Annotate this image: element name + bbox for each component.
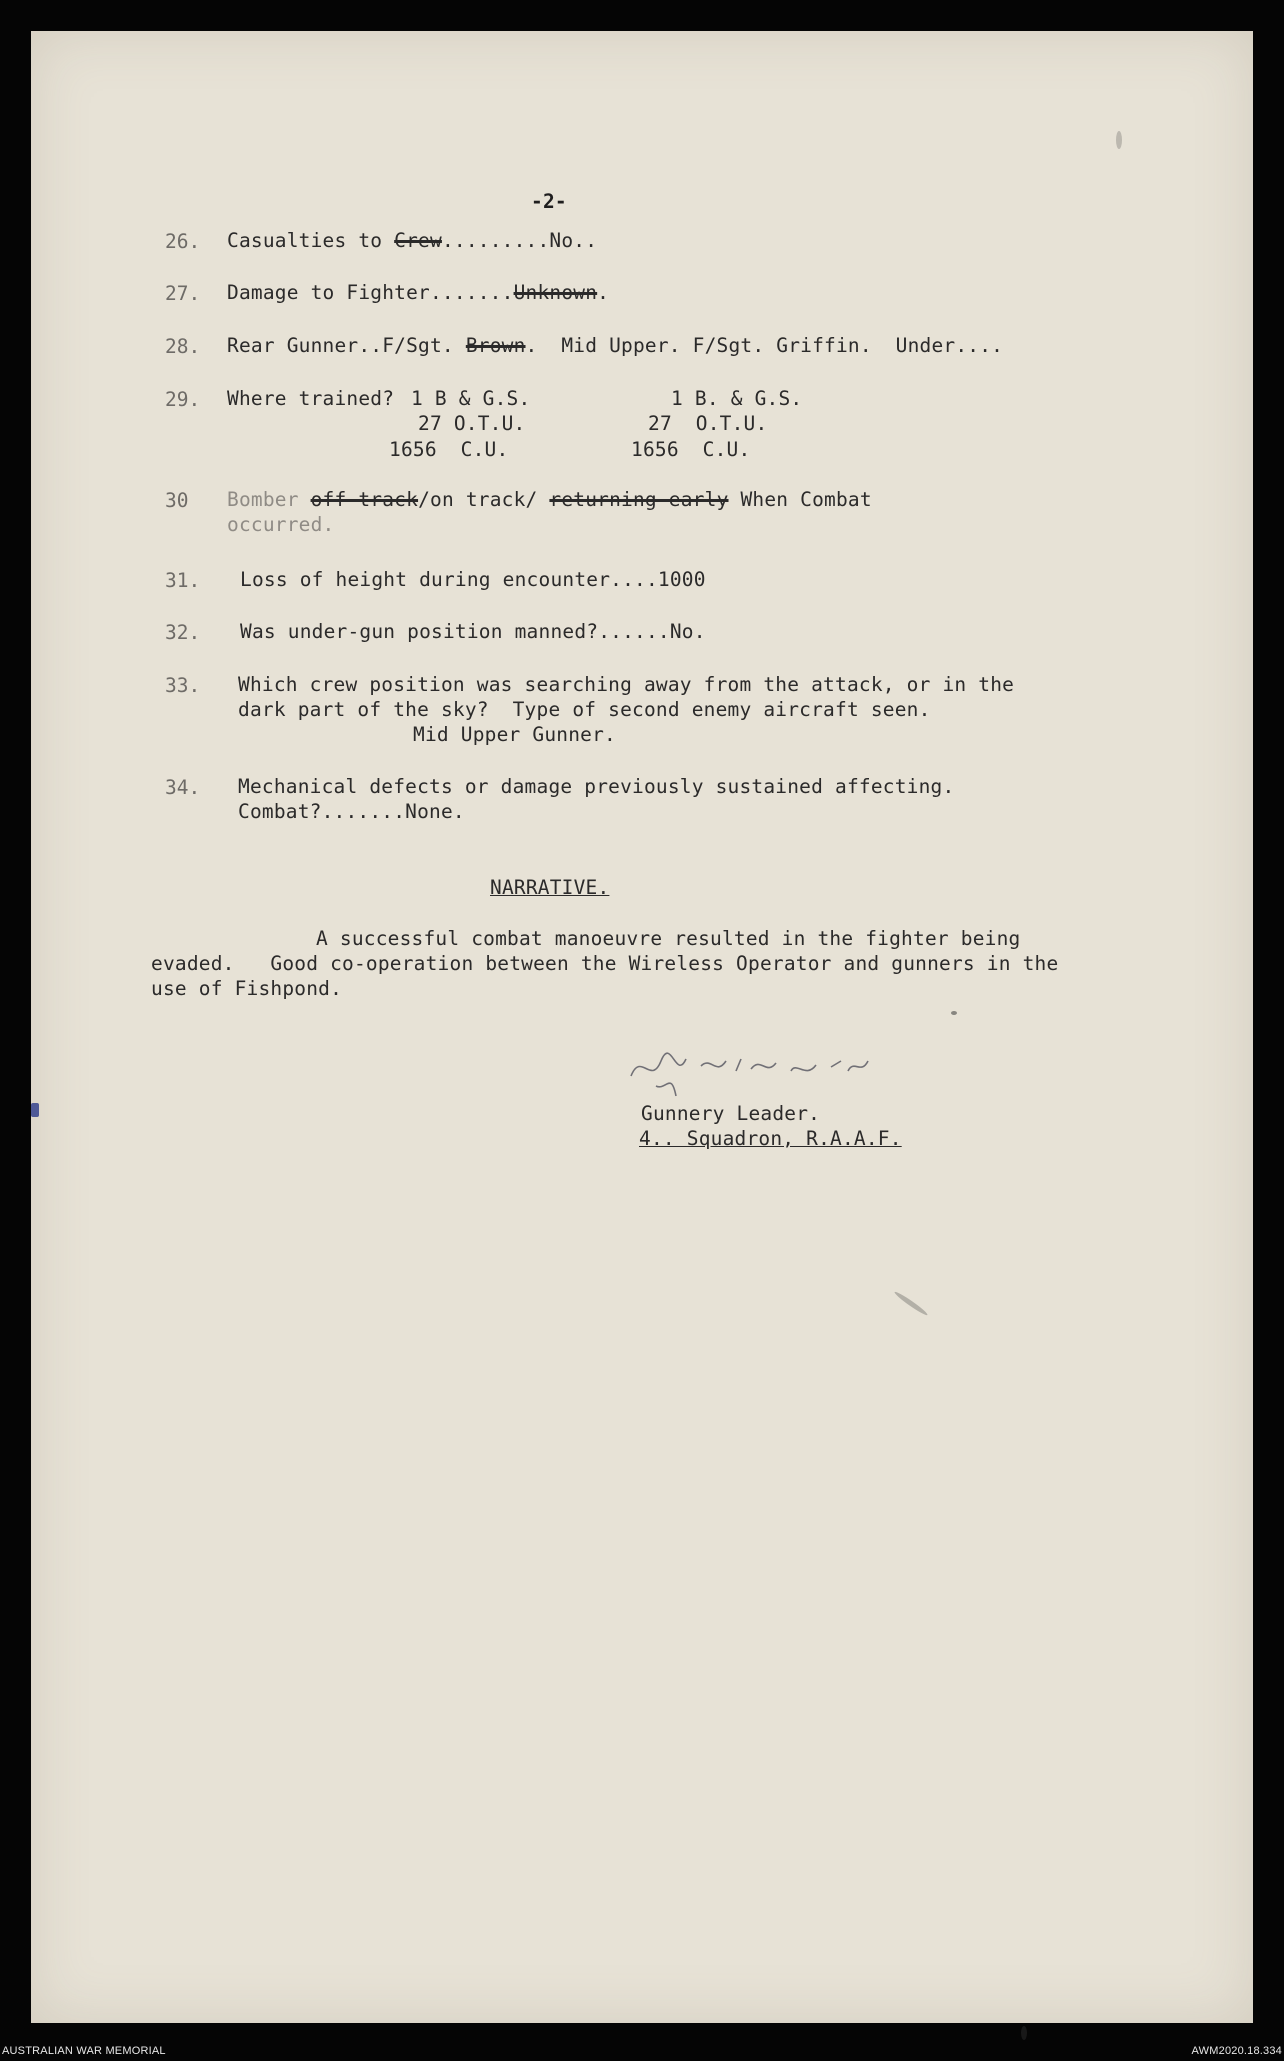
training-col1-line3: 1656 C.U. bbox=[389, 438, 509, 461]
item-34-continuation: Combat?.......None. bbox=[238, 800, 465, 823]
signature-unit: 4.. Squadron, R.A.A.F. bbox=[639, 1127, 902, 1150]
item-number: 30 bbox=[165, 489, 189, 512]
item-26-answer: .........No.. bbox=[441, 229, 598, 252]
training-col1-line1: 1 B & G.S. bbox=[411, 387, 531, 410]
item-32-text: Was under-gun position manned?......No. bbox=[240, 620, 706, 643]
training-col2-line3: 1656 C.U. bbox=[631, 438, 751, 461]
item-28-struck: Brown bbox=[465, 334, 526, 357]
footer-source: AUSTRALIAN WAR MEMORIAL bbox=[2, 2045, 166, 2057]
item-number: 26. bbox=[165, 230, 201, 253]
item-27-label: Damage to Fighter....... bbox=[227, 281, 514, 304]
footer-accession: AWM2020.18.334 bbox=[1191, 2045, 1282, 2057]
paper-speck bbox=[893, 1290, 929, 1317]
item-27-text bbox=[227, 280, 609, 306]
item-number: 32. bbox=[165, 621, 201, 644]
item-28-answer: . Mid Upper. F/Sgt. Griffin. Under.... bbox=[525, 334, 1004, 357]
training-col1-line2: 27 O.T.U. bbox=[418, 412, 526, 435]
narrative-heading: NARRATIVE. bbox=[490, 876, 610, 899]
narrative-line-1: A successful combat manoeuvre resulted in the fighter being bbox=[316, 927, 1021, 950]
item-31-text: Loss of height during encounter....1000 bbox=[240, 568, 706, 591]
signature-role: Gunnery Leader. bbox=[641, 1102, 821, 1125]
training-col2-line2: 27 O.T.U. bbox=[648, 412, 768, 435]
narrative-line-2: evaded. Good co-operation between the Wireless Operator and gunners in the bbox=[151, 952, 1059, 975]
item-27-answer: . bbox=[597, 281, 610, 304]
item-number: 28. bbox=[165, 335, 201, 358]
item-number: 27. bbox=[165, 282, 201, 305]
document-page bbox=[31, 31, 1253, 2023]
item-26-struck: Crew bbox=[394, 229, 442, 252]
item-30-struck-2: returning early bbox=[549, 488, 729, 511]
item-28-label: Rear Gunner..F/Sgt. bbox=[227, 334, 466, 357]
item-30-answer: /on track/ bbox=[418, 488, 550, 511]
item-number: 34. bbox=[165, 776, 201, 799]
item-30-struck-1: off-track bbox=[310, 488, 419, 511]
item-30-label-2: When Combat bbox=[728, 488, 872, 511]
item-26-text bbox=[227, 228, 597, 254]
page-number: -2- bbox=[531, 190, 567, 213]
item-28-text bbox=[227, 333, 1003, 359]
item-number: 33. bbox=[165, 674, 201, 697]
item-33-answer: Mid Upper Gunner. bbox=[413, 723, 616, 746]
item-26-label: Casualties to bbox=[227, 229, 395, 252]
item-number: 31. bbox=[165, 569, 201, 592]
item-27-struck: Unknown bbox=[513, 281, 598, 304]
narrative-line-3: use of Fishpond. bbox=[151, 977, 343, 1000]
item-number: 29. bbox=[165, 388, 201, 411]
item-29-label: Where trained? bbox=[227, 387, 395, 410]
item-34-text: Mechanical defects or damage previously sustained affecting. bbox=[238, 775, 955, 798]
item-30-continuation: occurred. bbox=[227, 513, 335, 536]
item-30-label: Bomber bbox=[227, 488, 311, 511]
paper-speck bbox=[951, 1011, 957, 1015]
item-30-text bbox=[227, 487, 872, 513]
paper-speck bbox=[1021, 2026, 1027, 2040]
item-33-text: Which crew position was searching away from the attack, or in the bbox=[238, 673, 1015, 696]
paper-blemish bbox=[1116, 131, 1122, 149]
ink-mark bbox=[31, 1103, 39, 1117]
handwritten-signature bbox=[616, 1031, 936, 1111]
item-33-continuation: dark part of the sky? Type of second enemy aircraft seen. bbox=[238, 698, 931, 721]
training-col2-line1: 1 B. & G.S. bbox=[671, 387, 803, 410]
